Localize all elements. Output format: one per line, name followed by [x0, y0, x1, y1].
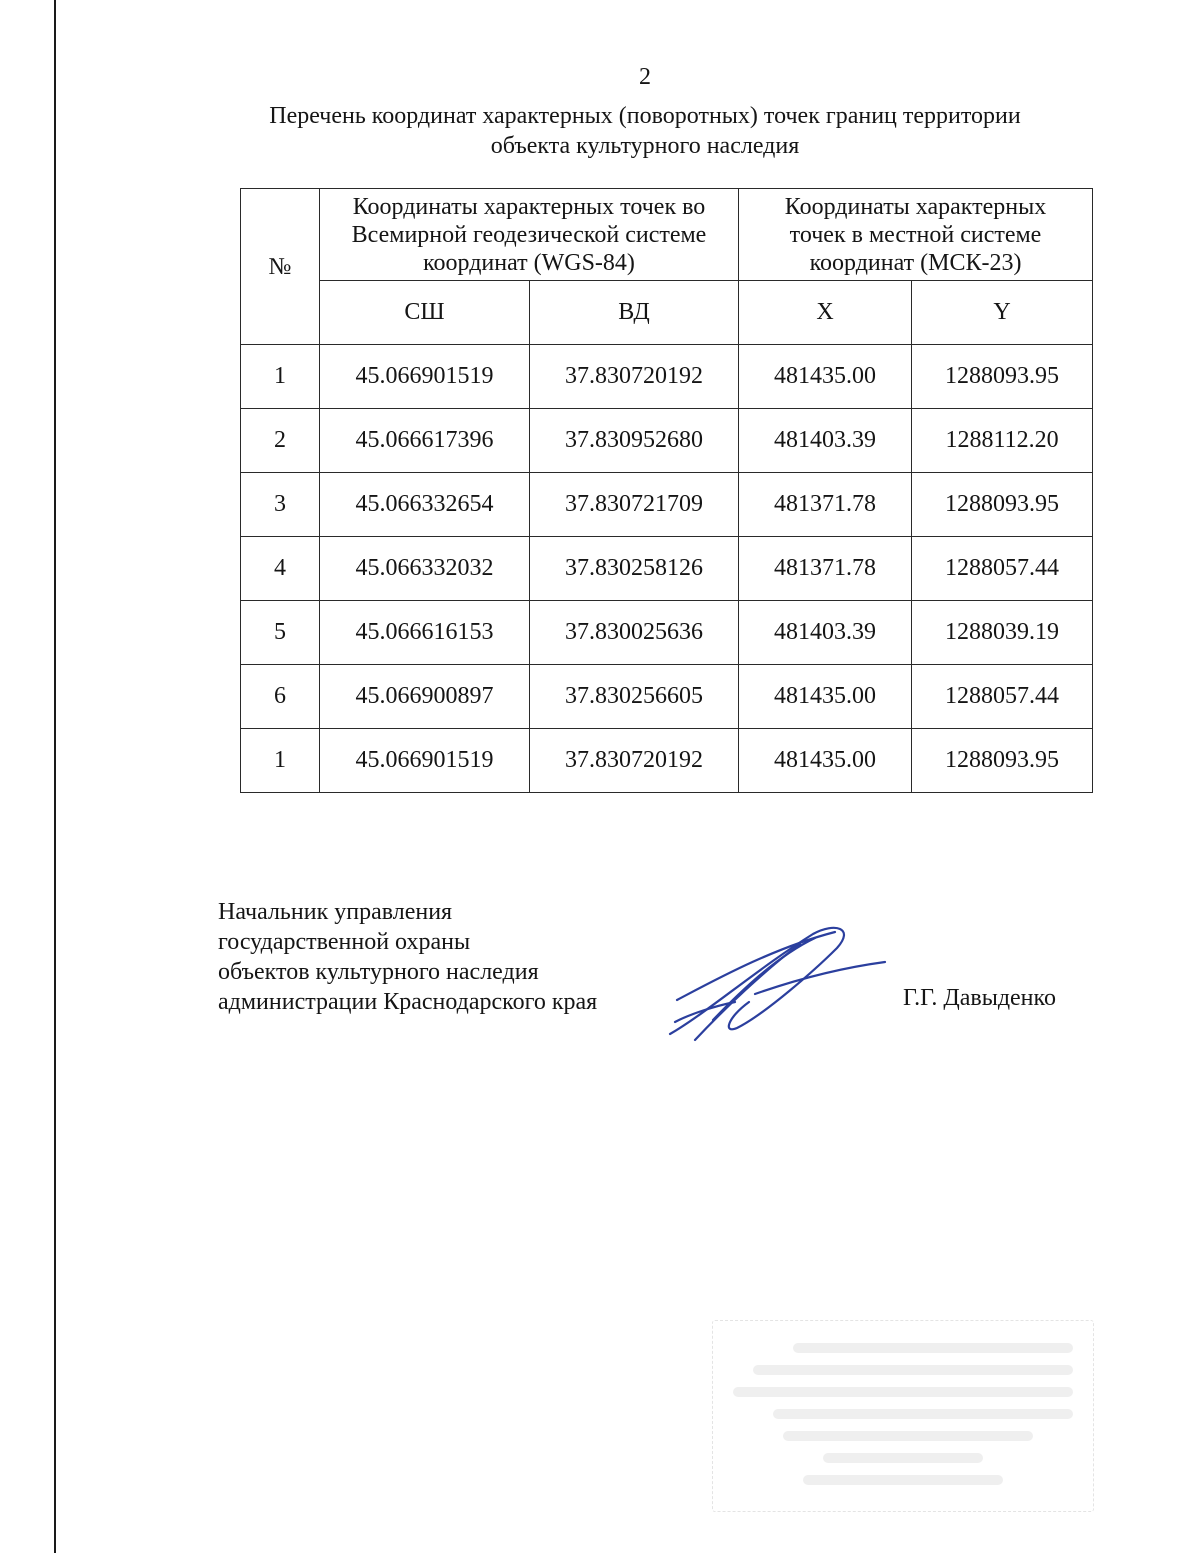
point-number-cell: 1 [241, 345, 320, 409]
table-row [241, 601, 1093, 665]
longitude-cell: 37.830258126 [530, 537, 739, 601]
position-line: объектов культурного наследия [218, 959, 539, 985]
number-column-header: № [241, 189, 320, 345]
page-number: 2 [639, 64, 651, 90]
title-line: Перечень координат характерных (поворотных) точек границ территории [269, 103, 1021, 129]
document-title [200, 101, 1090, 161]
stamp-text-line [793, 1343, 1073, 1353]
point-number-cell: 6 [241, 665, 320, 729]
latitude-column-header: СШ [320, 281, 530, 345]
point-number-cell: 4 [241, 537, 320, 601]
y-cell: 1288093.95 [912, 729, 1093, 793]
longitude-cell: 37.830720192 [530, 345, 739, 409]
faded-stamp [712, 1320, 1094, 1512]
x-cell: 481435.00 [739, 729, 912, 793]
point-number-cell: 1 [241, 729, 320, 793]
handwritten-signature [665, 922, 890, 1047]
x-cell: 481435.00 [739, 345, 912, 409]
y-column-header: Y [912, 281, 1093, 345]
y-cell: 1288112.20 [912, 409, 1093, 473]
longitude-cell: 37.830952680 [530, 409, 739, 473]
position-line: государственной охраны [218, 929, 471, 955]
latitude-cell: 45.066900897 [320, 665, 530, 729]
latitude-cell: 45.066901519 [320, 729, 530, 793]
table-row [241, 409, 1093, 473]
longitude-cell: 37.830256605 [530, 665, 739, 729]
longitude-column-header: ВД [530, 281, 739, 345]
y-cell: 1288093.95 [912, 473, 1093, 537]
table-row [241, 665, 1093, 729]
latitude-cell: 45.066332032 [320, 537, 530, 601]
latitude-cell: 45.066901519 [320, 345, 530, 409]
point-number-cell: 5 [241, 601, 320, 665]
longitude-cell: 37.830720192 [530, 729, 739, 793]
table-row [241, 729, 1093, 793]
y-cell: 1288039.19 [912, 601, 1093, 665]
y-cell: 1288057.44 [912, 665, 1093, 729]
table-row [241, 473, 1093, 537]
x-cell: 481403.39 [739, 601, 912, 665]
coordinates-table [240, 188, 1093, 793]
table-row [241, 537, 1093, 601]
latitude-cell: 45.066332654 [320, 473, 530, 537]
x-cell: 481371.78 [739, 473, 912, 537]
longitude-cell: 37.830025636 [530, 601, 739, 665]
y-cell: 1288093.95 [912, 345, 1093, 409]
latitude-cell: 45.066617396 [320, 409, 530, 473]
position-line: администрации Краснодарского края [218, 989, 598, 1015]
longitude-cell: 37.830721709 [530, 473, 739, 537]
stamp-text-line [753, 1365, 1073, 1375]
stamp-text-line [773, 1409, 1073, 1419]
signer-position [218, 897, 597, 1017]
table-row [241, 345, 1093, 409]
x-cell: 481371.78 [739, 537, 912, 601]
latitude-cell: 45.066616153 [320, 601, 530, 665]
point-number-cell: 2 [241, 409, 320, 473]
x-cell: 481403.39 [739, 409, 912, 473]
title-line: объекта культурного наследия [490, 133, 800, 159]
page-edge-line [54, 0, 56, 1553]
stamp-text-line [733, 1387, 1073, 1397]
stamp-text-line [803, 1475, 1003, 1485]
point-number-cell: 3 [241, 473, 320, 537]
x-column-header: X [739, 281, 912, 345]
msk23-group-header: Координаты характерных точек в местной системе координат (МСК-23) [739, 189, 1093, 281]
y-cell: 1288057.44 [912, 537, 1093, 601]
position-line: Начальник управления [218, 899, 453, 925]
wgs84-group-header: Координаты характерных точек во Всемирной геодезической системе координат (WGS-84) [320, 189, 739, 281]
x-cell: 481435.00 [739, 665, 912, 729]
signer-name: Г.Г. Давыденко [903, 985, 1056, 1011]
stamp-text-line [783, 1431, 1033, 1441]
stamp-text-line [823, 1453, 983, 1463]
